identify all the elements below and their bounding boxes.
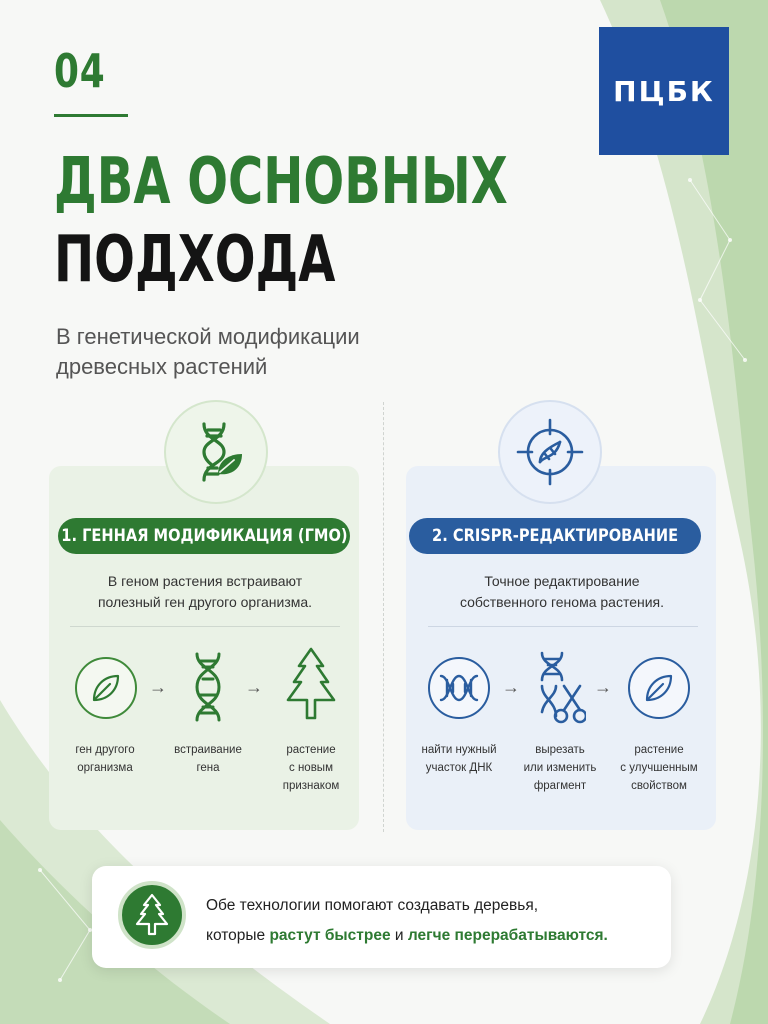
- dna-icon: [186, 650, 230, 724]
- arrow-right-icon: →: [502, 677, 520, 697]
- crispr-separator: [428, 626, 698, 627]
- gmo-separator: [70, 626, 340, 627]
- gmo-description: [60, 571, 350, 613]
- gmo-step2-label: встраивание гена: [174, 744, 242, 774]
- gmo-title-badge: [58, 518, 350, 554]
- arrow-right-icon: →: [245, 677, 263, 697]
- crispr-title-badge: [409, 518, 701, 554]
- page-title-line2: ПОДХОДА: [54, 223, 336, 297]
- dna-target-icon: [498, 400, 602, 504]
- gmo-step1-label: ген другого организма: [75, 744, 135, 774]
- summary-highlight-faster: растут быстрее: [269, 927, 391, 944]
- column-divider: [383, 402, 384, 832]
- crispr-step3-label: растение с улучшенным свойством: [620, 744, 698, 792]
- arrow-right-icon: →: [149, 677, 167, 697]
- summary-text: [206, 891, 656, 951]
- gmo-title: 1. ГЕННАЯ МОДИФИКАЦИЯ (ГМО): [60, 526, 348, 546]
- tree-icon: [118, 881, 186, 949]
- crispr-description: [407, 571, 717, 613]
- dna-leaf-icon: [164, 400, 268, 504]
- summary-highlight-processing: легче перерабатываются.: [407, 927, 608, 944]
- slide-number-underline: [54, 114, 128, 117]
- gmo-step3-label: растение с новым признаком: [282, 744, 340, 792]
- gmo-description-line2: полезный ген другого организма.: [97, 594, 313, 610]
- page-subtitle: [56, 322, 456, 382]
- company-logo: [599, 27, 729, 155]
- logo-text: ПЦБК: [613, 74, 715, 108]
- subtitle-line2: древесных растений: [56, 354, 268, 379]
- summary-line1: Обе технологии помогают создавать деревья,: [206, 897, 539, 914]
- arrow-right-icon: →: [594, 677, 612, 697]
- crispr-description-line1: Точное редактирование: [484, 573, 640, 589]
- leaf-icon: [628, 657, 690, 719]
- slide-number: 04: [54, 44, 106, 98]
- crispr-step2-label: вырезать или изменить фрагмент: [523, 744, 597, 792]
- gmo-description-line1: В геном растения встраивают: [107, 573, 303, 589]
- page-title-line1: ДВА ОСНОВНЫХ: [54, 145, 508, 219]
- subtitle-line1: В генетической модификации: [56, 324, 360, 349]
- dna-icon: [428, 657, 490, 719]
- leaf-icon: [75, 657, 137, 719]
- crispr-title: 2. CRISPR-РЕДАКТИРОВАНИЕ: [431, 526, 679, 546]
- tree-icon: [282, 646, 340, 724]
- dna-scissors-icon: [534, 650, 586, 726]
- crispr-description-line2: собственного генома растения.: [459, 594, 665, 610]
- summary-line2: которые растут быстрее и легче перерабатываются.: [206, 927, 608, 944]
- crispr-step1-label: найти нужный участок ДНК: [421, 744, 497, 774]
